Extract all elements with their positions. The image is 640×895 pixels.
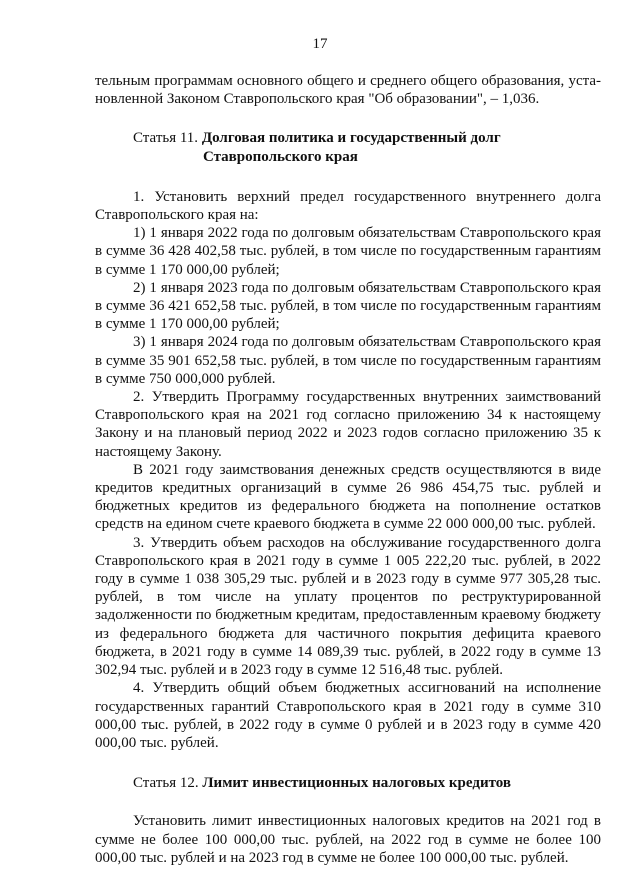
article-12-heading xyxy=(95,774,601,792)
intro-line-2: новленной Законом Ставропольского края "Об образовании", – 1,036. xyxy=(95,91,540,108)
article-11-heading xyxy=(95,129,601,165)
article-12-paragraph: Установить лимит инвестиционных налоговых кредитов на 2021 год в сумме не более 100 000,00 тыс. рублей, на 2022 год в сумме не более 100 000,00 тыс. рублей и на 2023 год в сумме не более 100 000,00 тыс. рублей. xyxy=(95,813,601,866)
article-11-label: Статья 11. xyxy=(133,130,199,147)
article-11-paragraph: 1. Установить верхний предел государственного внутреннего долга Ставропольского края на: xyxy=(95,188,601,224)
page-number: 17 xyxy=(312,36,328,52)
article-11-paragraph: 2) 1 января 2023 года по долговым обязательствам Ставропольского края в сумме 36 421 652,58 тыс. рублей, в том числе по государственным гарантиям в сумме 1 170 000,00 рублей; xyxy=(95,279,601,333)
intro-line-1: тельным программам основного общего и среднего общего образования, уста- xyxy=(95,73,601,89)
article-11-paragraph: 3) 1 января 2024 года по долговым обязательствам Ставропольского края в сумме 35 901 652,58 тыс. рублей, в том числе по государственным гарантиям в сумме 750 000,000 рублей. xyxy=(95,334,601,387)
article-11-paragraph: 1) 1 января 2022 года по долговым обязательствам Ставропольского края в сумме 36 428 402,58 тыс. рублей, в том числе по государственным гарантиям в сумме 1 170 000,00 рублей; xyxy=(95,225,601,278)
article-11-paragraph: 3. Утвердить объем расходов на обслуживание государственного долга Ставропольского края в 2021 году в сумме 1 005 222,20 тыс. рублей, в 2022 году в сумме 1 038 305,29 тыс. рублей и в 2023 году в сумме 977 305,28 тыс. рублей, в том числе на уплату процентов по реструктурированной задолженности по бюджетным кредитам, предоставленным краевому бюджету из федерального бюджета для частичного покрытия дефицита краевого бюджета, в 2021 году в сумме 14 089,39 тыс. рублей, в 2022 году в сумме 13 302,94 тыс. рублей и в 2023 году в сумме 12 516,48 тыс. рублей. xyxy=(95,534,601,679)
article-11-paragraph: 4. Утвердить общий объем бюджетных ассигнований на исполнение государственных гарантий Ставропольского края в 2021 году в сумме 310 000,00 тыс. рублей, в 2022 году в сумме 0 рублей и в 2023 году в сумме 420 000,00 тыс. рублей. xyxy=(95,680,601,751)
article-11-paragraph: 2. Утвердить Программу государственных внутренних заимствований Ставропольского края на 2021 год согласно приложению 34 к настоящему Закону и на плановый период 2022 и 2023 годов согласно приложению 35 к настоящему Закону. xyxy=(95,389,601,460)
article-12-label: Статья 12. xyxy=(133,775,199,792)
article-11-title-line-2: Ставропольского края xyxy=(203,148,358,165)
document-body xyxy=(95,72,601,867)
article-11-paragraph: В 2021 году заимствования денежных средств осуществляются в виде кредитов кредитных организаций в сумме 26 986 454,75 тыс. рублей и бюджетных кредитов из федерального бюджета на пополнение остатков средств на едином счете краевого бюджета в сумме 22 000 000,00 тыс. рублей. xyxy=(95,461,601,533)
article-12-title: Лимит инвестиционных налоговых кредитов xyxy=(202,775,511,792)
article-11-title-line-1: Долговая политика и государственный долг xyxy=(201,130,501,147)
